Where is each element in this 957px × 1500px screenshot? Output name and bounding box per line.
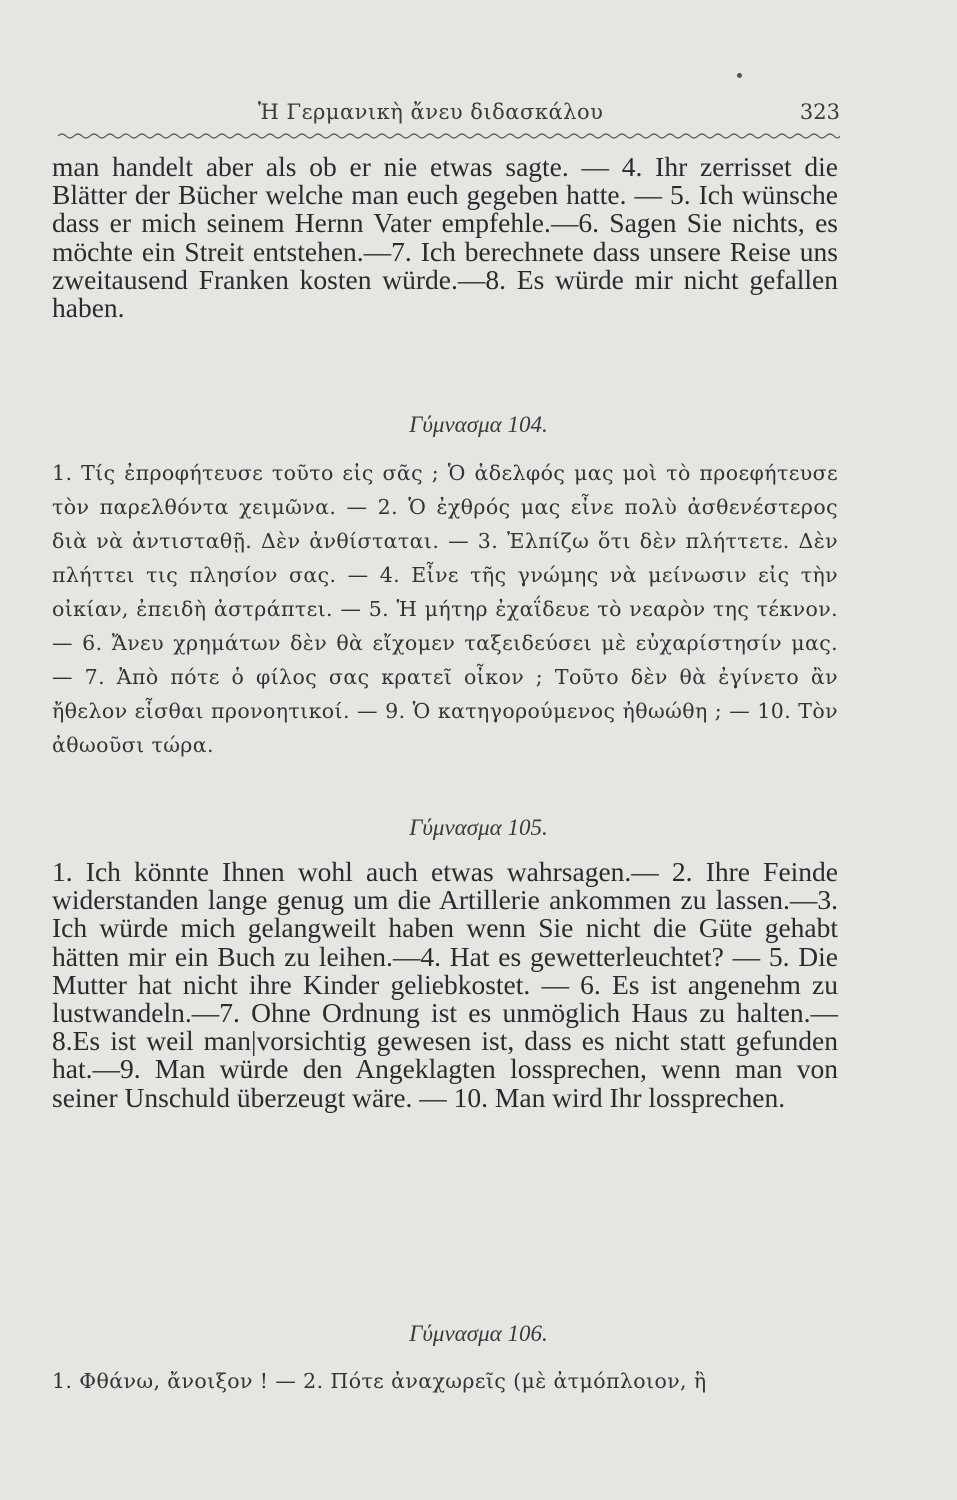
page-number: 323 (799, 100, 840, 124)
german-exercise-105: 1. Ich könnte Ihnen wohl auch etwas wahrsagen.— 2. Ihre Feinde widerstanden lange genug um die Artillerie ankommen zu lassen.—3. Ich würde mich gelangweilt haben wenn Sie nicht die Güte gehabt hätten mir ein Buch zu leihen.—4. Hat es gewetterleuchtet? — 5. Die Mutter hat nicht ihre Kinder geliebkostet. — 6. Es ist angenehm zu lustwandeln.—7. Ohne Ordnung ist es unmöglich Haus zu halten.—8.Es ist weil man|vorsichtig gewesen ist, dass es nicht statt gefunden hat.—9. Man würde den Angeklagten lossprechen, wenn man von seiner Unschuld überzeugt wäre. — 10. Man wird Ihr lossprechen. (52, 856, 838, 1113)
exercise-heading-106: Γύμνασμα 106. (409, 1321, 548, 1346)
exercise-heading-104: Γύμνασμα 104. (409, 412, 548, 437)
running-title: Ἡ Γερμανικὴ ἄνευ διδασκάλου (258, 100, 604, 124)
german-paragraph-continued: man handelt aber als ob er nie etwas sagte. — 4. Ihr zerrisset die Blätter der Bücher welche man euch gegeben hatte. — 5. Ich wünsche dass er mich seinem Hernn Vater empfehle.—6. Sagen Sie nichts, es möchte ein Streit entstehen.—7. Ich berechnete dass unsere Reise uns zweitausend Franken kosten würde.—8. Es würde mir nicht gefallen haben. (52, 151, 838, 324)
page-header (58, 100, 840, 130)
exercise-heading-105: Γύμνασμα 105. (409, 815, 548, 840)
greek-exercise-106: 1. Φθάνω, ἄνοιξον ! — 2. Πότε ἀναχωρεῖς (μὲ ἀτμόπλοιον, ἢ (52, 1369, 707, 1393)
ink-speck (737, 73, 742, 78)
header-wavy-rule (58, 132, 840, 140)
greek-exercise-104: 1. Τίς ἐπροφήτευσε τοῦτο εἰς σᾶς ; Ὁ ἀδελφός μας μοὶ τὸ προεφήτευσε τὸν παρελθόντα χειμῶνα. — 2. Ὁ ἐχθρός μας εἶνε πολὺ ἀσθενέστερος διὰ νὰ ἀντισταθῇ. Δὲν ἀνθίσταται. — 3. Ἐλπίζω ὅτι δὲν πλήττετε. Δὲν πλήττει τις πλησίον σας. — 4. Εἶνε τῆς γνώμης νὰ μείνωσιν εἰς τὴν οἰκίαν, ἐπειδὴ ἀστράπτει. — 5. Ἡ μήτηρ ἐχαΐδευε τὸ νεαρὸν της τέκνον. — 6. Ἄνευ χρημάτων δὲν θὰ εἴχομεν ταξειδεύσει μὲ εὐχαρίστησίν μας. — 7. Ἀπὸ πότε ὁ φίλος σας κρατεῖ οἶκον ; Τοῦτο δὲν θὰ ἐγίνετο ἂν ἤθελον εἶσθαι προνοητικοί. — 9. Ὁ κατηγορούμενος ἠθωώθη ; — 10. Τὸν ἀθωοῦσι τώρα. (52, 461, 838, 757)
